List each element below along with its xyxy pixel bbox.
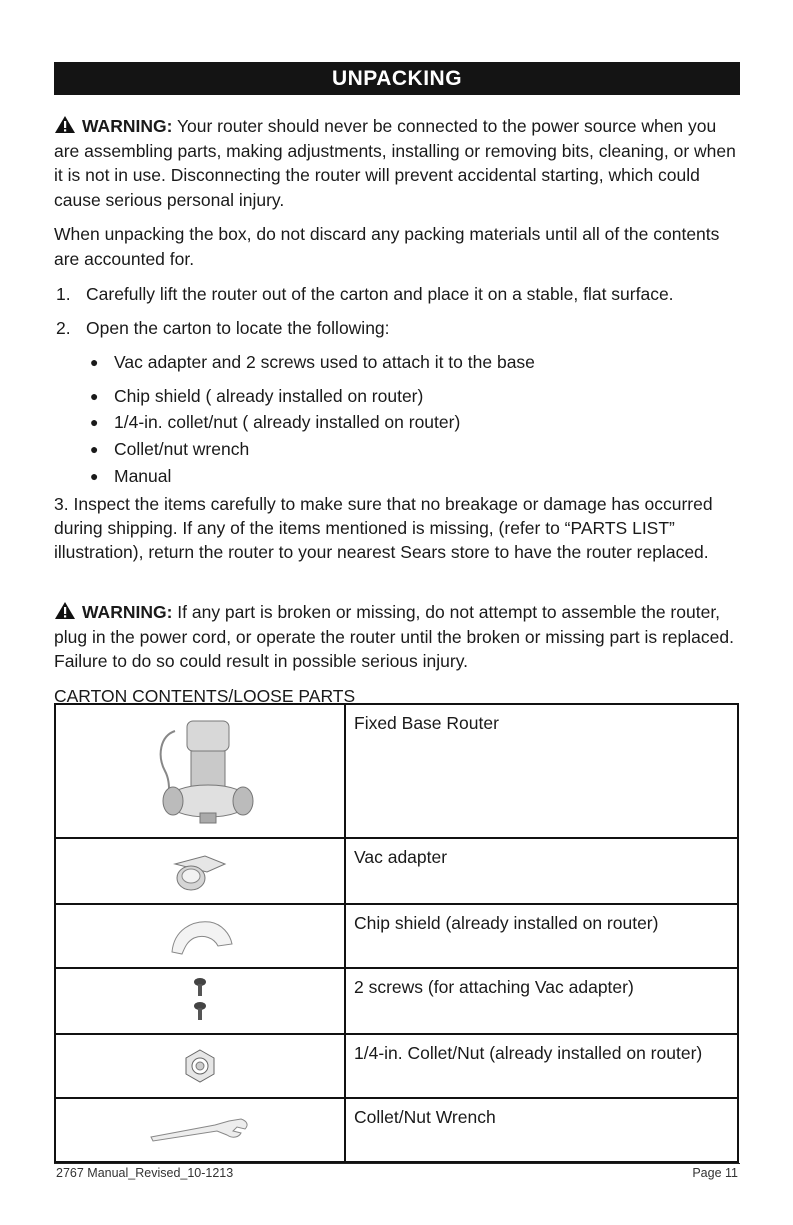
intro-paragraph: When unpacking the box, do not discard any packing materials until all of the contents are accounted for. [54,224,720,269]
list-item [90,410,690,434]
list-item [90,437,690,461]
part-description: Vac adapter [354,847,448,867]
list-item-text: Collet/nut wrench [114,439,250,459]
table-row [56,1035,737,1099]
table-row [56,905,737,969]
router-illustration-icon [135,711,265,831]
part-description: Fixed Base Router [354,713,499,733]
section-header: UNPACKING [54,62,740,95]
bullet-icon: ● [90,441,99,457]
step-text: Open the carton to locate the following: [86,318,390,338]
step-item [56,316,746,340]
step-item [54,492,744,564]
list-item-text: 1/4-in. collet/nut ( already installed on router) [114,412,461,432]
list-item-text: Manual [114,466,172,486]
part-image-cell [56,1035,346,1097]
footer-divider [54,1163,740,1164]
bullet-icon: ● [90,414,99,430]
collet-nut-illustration-icon [182,1048,218,1084]
step-number: 1. [56,284,71,304]
warning-label: WARNING: [82,602,173,622]
list-item-text: Vac adapter and 2 screws used to attach it to the base [114,352,535,372]
warning-paragraph [54,600,744,674]
part-image-cell [56,705,346,837]
part-image-cell [56,839,346,903]
part-description: 2 screws (for attaching Vac adapter) [354,977,634,997]
list-item [90,384,690,408]
list-item [90,464,690,488]
step-text: Carefully lift the router out of the carton and place it on a stable, flat surface. [86,284,674,304]
footer-document-id: 2767 Manual_Revised_10-1213 [56,1166,234,1180]
list-item-text: Chip shield ( already installed on router) [114,386,424,406]
part-image-cell [56,969,346,1033]
warning-triangle-icon [54,601,76,620]
parts-table [54,703,739,1163]
warning-paragraph [54,114,744,212]
chip-shield-illustration-icon [160,912,240,960]
bullet-icon: ● [90,388,99,404]
table-row [56,969,737,1035]
step-item [56,282,746,306]
part-description: 1/4-in. Collet/Nut (already installed on router) [354,1043,703,1063]
step-number: 3. [54,494,69,514]
footer-page-number: Page 11 [692,1166,738,1180]
step-number: 2. [56,318,71,338]
warning-text: Your router should never be connected to the power source when you are assembling parts, making adjustments, installing or removing bits, cleaning, or when it is not in use. Disconnecting the router will prevent accidental starting, which could cause serious personal injury. [54,116,736,210]
section-label: CARTON CONTENTS/LOOSE PARTS [54,686,356,706]
bullet-icon: ● [90,468,99,484]
step-text: Inspect the items carefully to make sure that no breakage or damage has occurred during shipping. If any of the items mentioned is missing, (refer to “PARTS LIST” illustration), return the router to your nearest Sears store to have the router replaced. [54,494,713,562]
screws-illustration-icon [185,975,215,1027]
warning-text: If any part is broken or missing, do not attempt to assemble the router, plug in the power cord, or operate the router until the broken or missing part is replaced. Failure to do so could result in possible serious injury. [54,602,734,671]
table-row [56,1099,737,1161]
list-item [90,350,690,374]
warning-label: WARNING: [82,116,173,136]
warning-triangle-icon [54,115,76,134]
part-image-cell [56,905,346,967]
part-image-cell [56,1099,346,1161]
wrench-illustration-icon [145,1115,255,1145]
bullet-icon: ● [90,354,99,370]
part-description: Chip shield (already installed on router) [354,913,659,933]
table-row [56,839,737,905]
table-row [56,705,737,839]
part-description: Collet/Nut Wrench [354,1107,496,1127]
vac-adapter-illustration-icon [165,846,235,896]
